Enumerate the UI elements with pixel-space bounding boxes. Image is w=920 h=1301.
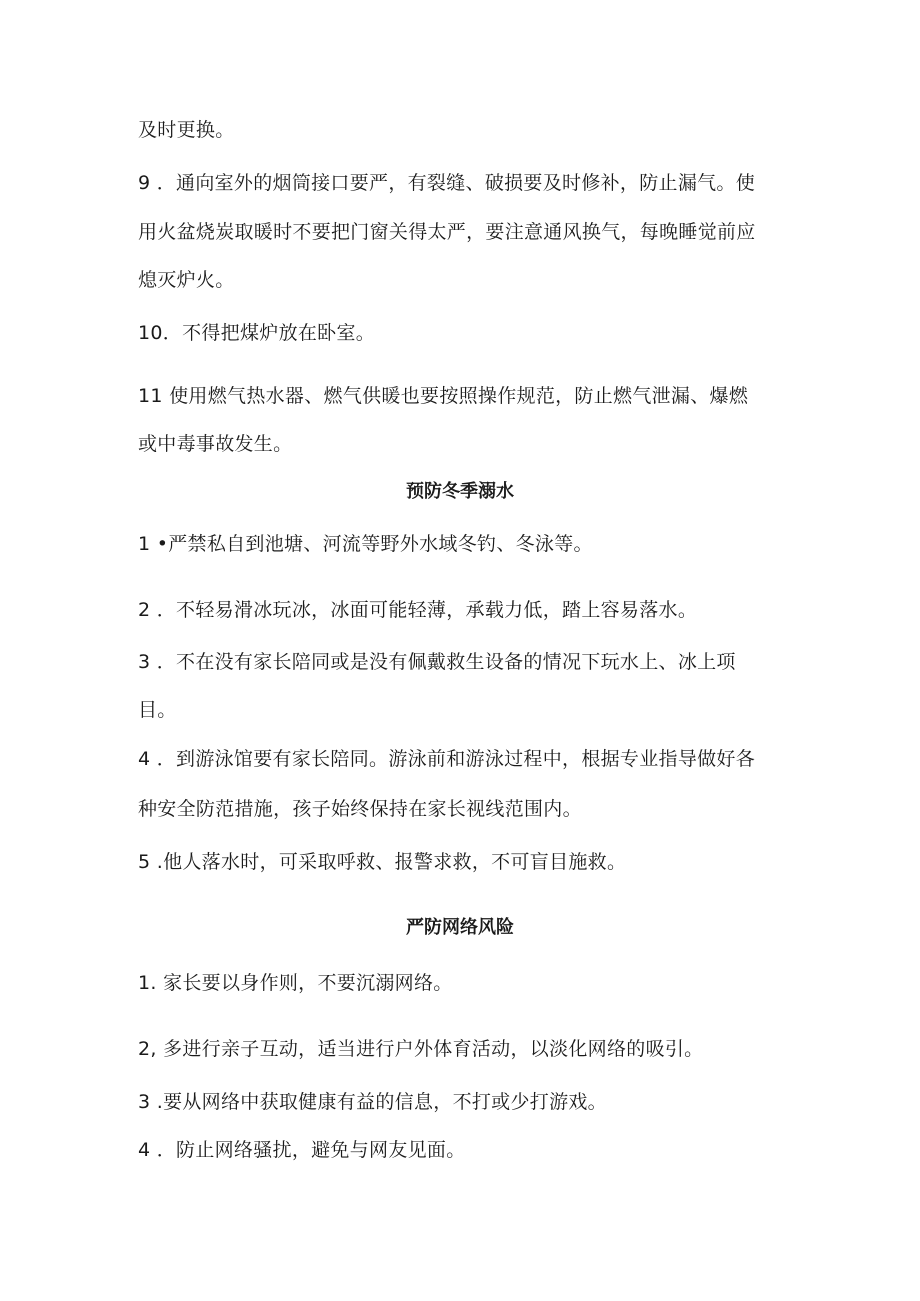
- drowning-item-3-line-1: 3 ．不在没有家长陪同或是没有佩戴救生设备的情况下玩水上、冰上项: [138, 651, 736, 673]
- network-item-3: 3 .要从网络中获取健康有益的信息，不打或少打游戏。: [138, 1091, 607, 1113]
- network-section-title: 严防网络风险: [406, 917, 514, 938]
- drowning-item-4-line-1: 4 ．到游泳馆要有家长陪同。游泳前和游泳过程中，根据专业指导做好各: [138, 748, 756, 770]
- fire-item-9-line-3: 熄灭炉火。: [138, 269, 235, 291]
- drowning-item-4-line-2: 种安全防范措施，孩子始终保持在家长视线范围内。: [138, 798, 582, 820]
- fire-item-11-line-1: 11 使用燃气热水器、燃气供暖也要按照操作规范，防止燃气泄漏、爆燃: [138, 385, 749, 407]
- drowning-item-1: 1 •严禁私自到池塘、河流等野外水域冬钓、冬泳等。: [138, 533, 593, 555]
- drowning-section-title: 预防冬季溺水: [406, 481, 514, 502]
- fire-item-11-line-2: 或中毒事故发生。: [138, 433, 293, 455]
- fire-line-1: 及时更换。: [138, 119, 235, 141]
- fire-item-9-line-2: 用火盆烧炭取暖时不要把门窗关得太严，要注意通风换气，每晚睡觉前应: [138, 221, 756, 243]
- network-item-4: 4 ．防止网络骚扰，避免与网友见面。: [138, 1139, 466, 1161]
- network-item-1: 1. 家长要以身作则，不要沉溺网络。: [138, 972, 453, 994]
- drowning-item-2: 2 ．不轻易滑冰玩冰，冰面可能轻薄，承载力低，踏上容易落水。: [138, 599, 698, 621]
- network-item-2: 2, 多进行亲子互动，适当进行户外体育活动，以淡化网络的吸引。: [138, 1038, 704, 1060]
- fire-item-9-line-1: 9 ．通向室外的烟筒接口要严，有裂缝、破损要及时修补，防止漏气。使: [138, 172, 756, 194]
- fire-item-10: 10．不得把煤炉放在卧室。: [138, 322, 376, 344]
- drowning-item-3-line-2: 目。: [138, 699, 177, 721]
- drowning-item-5: 5 .他人落水时，可采取呼救、报警求救，不可盲目施救。: [138, 851, 627, 873]
